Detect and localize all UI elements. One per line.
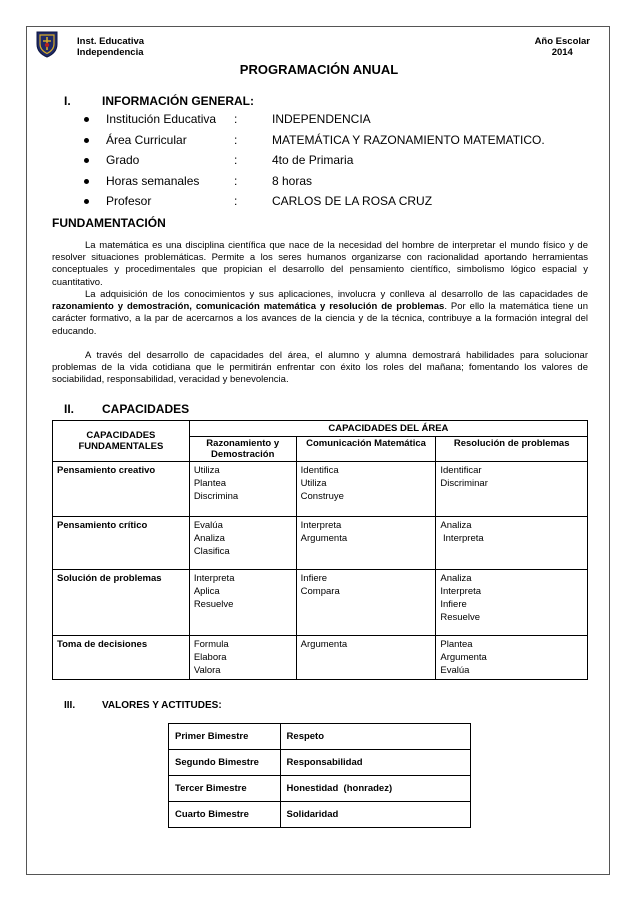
cell-item: Argumenta	[300, 639, 348, 650]
section-2-number: II.	[64, 402, 75, 416]
section-2-title: CAPACIDADES	[102, 402, 190, 416]
paragraph-text: . Por ello la matemática tiene un carácter formativo, a la par de acercarnos a los avances de la ciencia y de la técnica, contribuye a la formación integral del educando.	[52, 301, 588, 337]
info-colon: :	[234, 132, 238, 147]
cell-item: Valora	[193, 665, 221, 676]
header-fundamentales: CAPACIDADES FUNDAMENTALES	[53, 421, 190, 462]
cell-item: Plantea	[193, 478, 227, 489]
info-value: MATEMÁTICA Y RAZONAMIENTO MATEMATICO.	[272, 132, 545, 147]
school-name-line1: Inst. Educativa	[77, 36, 145, 47]
subheader-razonamiento: Razonamiento y Demostración	[189, 437, 296, 462]
cell-razonamiento	[189, 636, 296, 680]
year-value: 2014	[551, 47, 573, 58]
value-cell: Respeto	[280, 724, 470, 750]
cell-item: Resuelve	[193, 599, 234, 610]
paragraph-text: La adquisición de los conocimientos y sus aplicaciones, involucra y conlleva al desarrollo de las capacidades de	[85, 289, 588, 300]
table-row	[169, 750, 471, 776]
info-label: Institución Educativa	[106, 112, 217, 126]
cell-item: Discriminar	[440, 478, 488, 489]
school-crest-icon	[34, 30, 60, 58]
table-row	[169, 724, 471, 750]
section-1-title: INFORMACIÓN GENERAL:	[102, 94, 254, 108]
year-label: Año Escolar	[534, 36, 590, 47]
table-row	[53, 636, 588, 680]
info-value: 4to de Primaria	[272, 153, 354, 167]
fundamentacion-paragraph-2	[52, 289, 588, 338]
row-fundamental: Solución de problemas	[53, 570, 190, 636]
table-row	[53, 570, 588, 636]
school-name	[77, 36, 144, 58]
cell-item: Formula	[193, 639, 229, 650]
cell-item: Resuelve	[440, 612, 480, 623]
header-area: CAPACIDADES DEL ÁREA	[189, 421, 587, 437]
cell-item: Construye	[300, 491, 344, 502]
capacidades-table	[52, 420, 588, 680]
period-cell: Tercer Bimestre	[169, 776, 281, 802]
cell-resolucion	[436, 462, 588, 517]
cell-item: Evalúa	[440, 665, 470, 676]
info-label: Horas semanales	[106, 173, 200, 188]
subheader-comunicacion: Comunicación Matemática	[296, 437, 436, 462]
cell-resolucion	[436, 517, 588, 570]
cell-comunicacion	[296, 636, 436, 680]
value-cell: Solidaridad	[280, 802, 470, 828]
row-fundamental: Pensamiento creativo	[53, 462, 190, 517]
bullet-icon	[84, 117, 89, 122]
cell-comunicacion	[296, 462, 436, 517]
bullet-icon	[84, 179, 89, 184]
cell-item: Discrimina	[193, 491, 239, 502]
period-cell: Cuarto Bimestre	[169, 802, 281, 828]
section-3-title: VALORES Y ACTITUDES:	[102, 700, 222, 711]
fundamentacion-title: FUNDAMENTACIÓN	[52, 216, 166, 230]
info-colon: :	[234, 194, 238, 208]
cell-item: Clasifica	[193, 546, 230, 557]
cell-razonamiento	[189, 462, 296, 517]
cell-razonamiento	[189, 517, 296, 570]
cell-item: Aplica	[193, 586, 220, 597]
period-cell: Segundo Bimestre	[169, 750, 281, 776]
cell-comunicacion	[296, 517, 436, 570]
subheader-resolucion: Resolución de problemas	[436, 437, 588, 462]
cell-item: Identificar	[440, 465, 482, 476]
value-cell: Honestidad (honradez)	[280, 776, 470, 802]
bullet-icon	[84, 158, 89, 163]
cell-item: Plantea	[440, 639, 473, 650]
cell-item: Elabora	[193, 652, 227, 663]
cell-item: Evalúa	[193, 520, 223, 531]
table-row	[169, 802, 471, 828]
school-year	[535, 36, 590, 58]
info-colon: :	[234, 173, 238, 188]
bullet-icon	[84, 199, 89, 204]
info-colon: :	[234, 112, 238, 126]
cell-item: Identifica	[300, 465, 339, 476]
cell-item: Interpreta	[193, 573, 235, 584]
bullet-icon	[84, 138, 89, 143]
table-header-row	[53, 421, 588, 437]
section-1-number: I.	[64, 94, 71, 108]
school-name-line2: Independencia	[77, 47, 144, 58]
info-value: CARLOS DE LA ROSA CRUZ	[272, 194, 433, 208]
cell-item: Analiza	[193, 533, 225, 544]
cell-item: Utiliza	[193, 465, 220, 476]
section-3-number: III.	[64, 700, 76, 711]
cell-razonamiento	[189, 570, 296, 636]
valores-table	[168, 723, 471, 828]
cell-resolucion	[436, 570, 588, 636]
table-row	[53, 517, 588, 570]
info-colon: :	[234, 153, 238, 167]
paragraph-bold-text: razonamiento y demostración, comunicación matemática y resolución de problemas	[52, 301, 445, 313]
row-fundamental: Toma de decisiones	[53, 636, 190, 680]
info-value: INDEPENDENCIA	[272, 112, 371, 126]
cell-item: Compara	[300, 586, 340, 597]
cell-resolucion	[436, 636, 588, 680]
info-label: Área Curricular	[106, 132, 187, 147]
info-label: Profesor	[106, 194, 152, 208]
fundamentacion-paragraph-1: La matemática es una disciplina científica que nace de la necesidad del hombre de interpretar el mundo físico y de resolver situaciones problemáticas. Permite a los seres humanos organizarse con racionalidad aportando herramientas conceptuales y procedimentales que propician el desarrollo del pensamiento científico, simbolismo lógico espacial y cuantitativo.	[52, 240, 588, 288]
cell-item: Interpreta	[300, 520, 342, 531]
cell-item: Utiliza	[300, 478, 327, 489]
period-cell: Primer Bimestre	[169, 724, 281, 750]
fundamentacion-paragraph-3: A través del desarrollo de capacidades del área, el alumno y alumna demostrará habilidades para solucionar problemas de la vida cotidiana que le permitirán enfrentar con éxito los roles del mañana; fomentando los valores de sociabilidad, responsabilidad, veracidad y benevolencia.	[52, 350, 588, 386]
cell-item: Infiere	[300, 573, 328, 584]
row-fundamental: Pensamiento crítico	[53, 517, 190, 570]
table-row	[53, 462, 588, 517]
cell-item: Interpreta	[440, 586, 482, 597]
cell-item: Analiza	[440, 573, 472, 584]
info-label: Grado	[106, 153, 140, 167]
page-title: PROGRAMACIÓN ANUAL	[239, 62, 399, 77]
cell-item: Argumenta	[300, 533, 348, 544]
table-row	[169, 776, 471, 802]
cell-item: Interpreta	[440, 533, 484, 544]
cell-item: Infiere	[440, 599, 467, 610]
cell-item: Analiza	[440, 520, 472, 531]
cell-item: Argumenta	[440, 652, 487, 663]
info-value: 8 horas	[272, 173, 313, 188]
value-cell: Responsabilidad	[280, 750, 470, 776]
cell-comunicacion	[296, 570, 436, 636]
